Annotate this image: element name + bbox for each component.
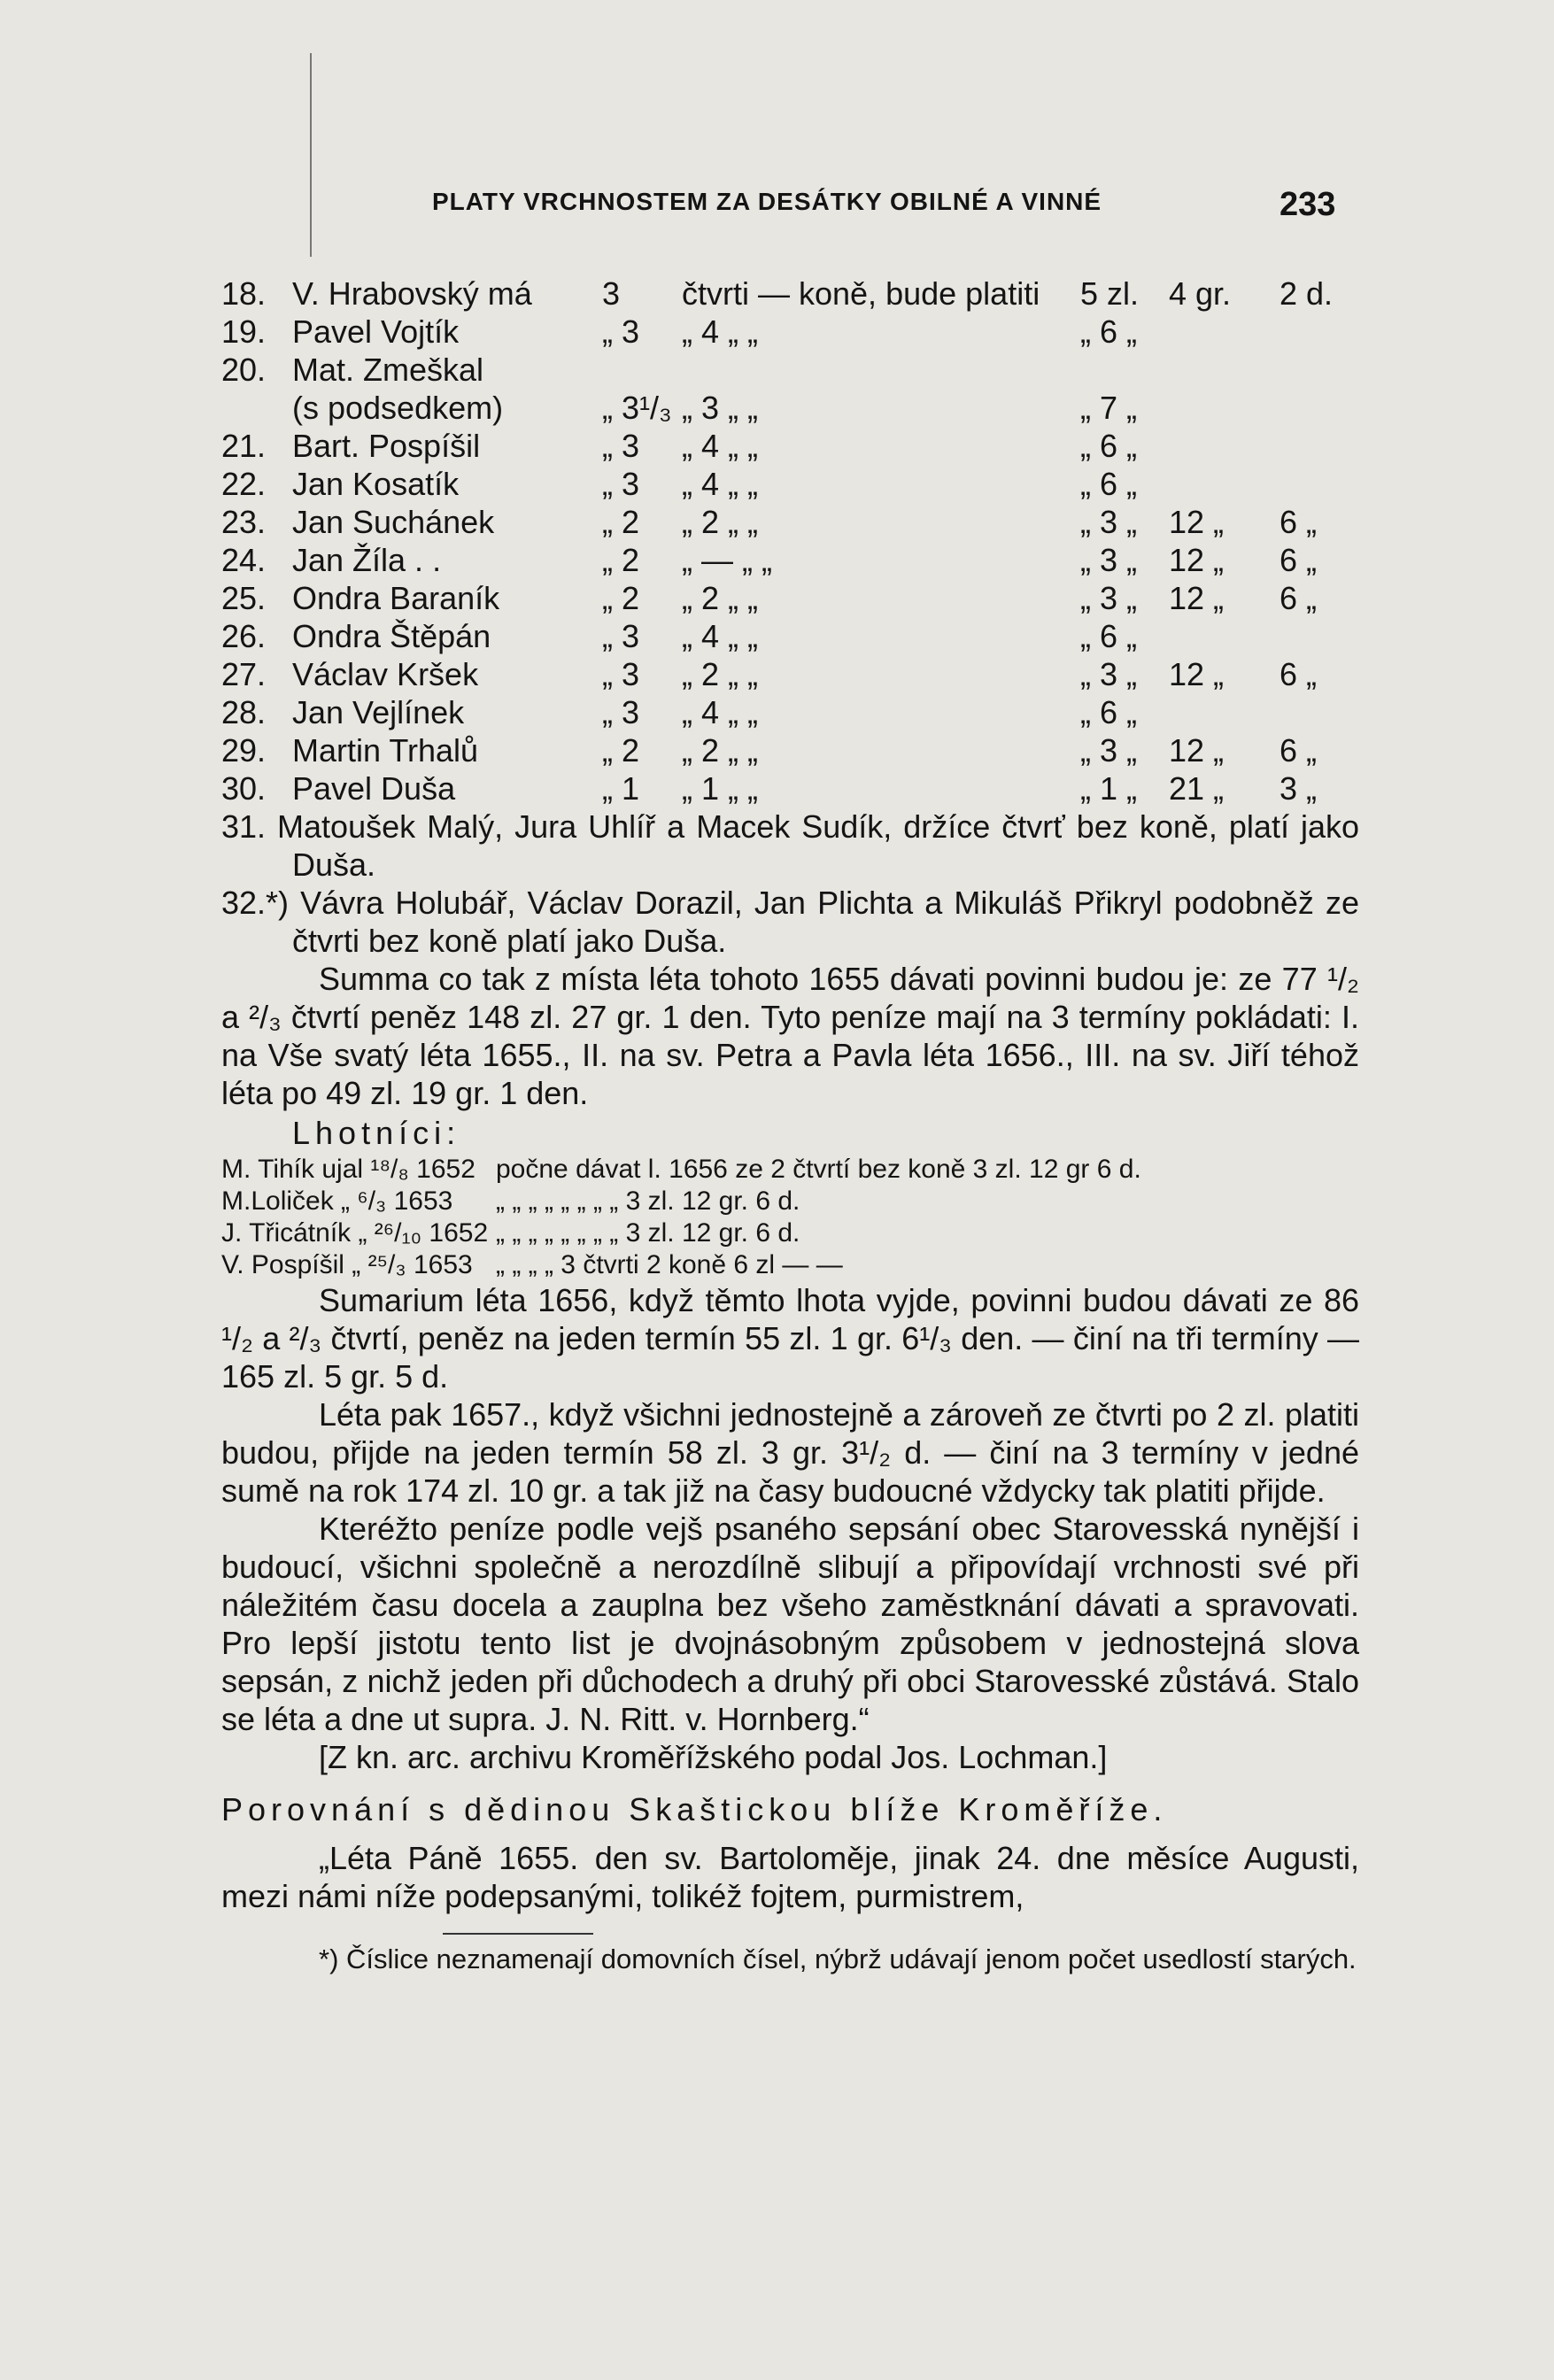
- lhotnik-name: M. Tihík ujal ¹⁸/₈ 1652: [221, 1155, 475, 1184]
- row-gr: 21 „: [1169, 770, 1225, 807]
- row-name: Ondra Baraník: [292, 580, 500, 616]
- list-row: [221, 427, 1359, 465]
- row-quarters: „ 1: [602, 770, 640, 807]
- lhotnik-terms: „ „ „ „ „ „ „ „ 3 zl. 12 gr. 6 d.: [496, 1218, 800, 1248]
- list-row: [221, 351, 1359, 389]
- list-row: [221, 313, 1359, 351]
- row-name: Pavel Duša: [292, 770, 456, 807]
- row-name: Pavel Vojtík: [292, 313, 460, 350]
- list-row: [221, 465, 1359, 503]
- margin-line: [310, 53, 312, 257]
- row-quarters: „ 3: [602, 313, 640, 350]
- paragraph-leta-pane: „Léta Páně 1655. den sv. Bartoloměje, jinak 24. dne měsíce Augusti, mezi námi níže podepsanými, tolikéž fojtem, purmistrem,: [221, 1840, 1359, 1914]
- row-horses: „ 4 „ „: [682, 694, 758, 730]
- row-zl: „ 3 „: [1080, 542, 1138, 578]
- paragraph-kterezto: Kteréžto peníze podle vejš psaného sepsání obec Starovesská nynější i budoucí, všichni společně a nerozdílně slibují a připovídají vrchnosti své při náležitém času docela a zauplna bez všeho zaměstknání dávati a spravovati. Pro lepší jistotu tento list je dvojnásobným způsobem v jednostejná slova sepsán, z nichž jeden při důchodech a druhý při obci Starovesské zůstává. Stalo se léta a dne ut supra. J. N. Ritt. v. Hornberg.“: [221, 1511, 1359, 1737]
- row-zl: „ 3 „: [1080, 580, 1138, 616]
- row-number: 24.: [221, 542, 267, 578]
- row-horses: „ 1 „ „: [682, 770, 758, 807]
- row-number: 26.: [221, 618, 267, 654]
- footnote-rule: [443, 1933, 593, 1935]
- row-gr: 12 „: [1169, 542, 1225, 578]
- item-32: 32.*) Vávra Holubář, Václav Dorazil, Jan Plichta a Mikuláš Přikryl podobněž ze čtvrti bez koně platí jako Duša.: [221, 885, 1359, 959]
- row-number: 29.: [221, 732, 267, 769]
- row-horses: „ — „ „: [682, 542, 772, 578]
- row-quarters: „ 3: [602, 656, 640, 692]
- row-zl: 5 zl.: [1080, 275, 1140, 312]
- row-horses: „ 3 „ „: [682, 390, 758, 426]
- row-number: 28.: [221, 694, 267, 730]
- row-d: 6 „: [1280, 504, 1318, 540]
- row-zl: „ 6 „: [1080, 428, 1138, 464]
- paragraph-sumarium: Sumarium léta 1656, když těmto lhota vyjde, povinni budou dávati ze 86 ¹/₂ a ²/₃ čtvrtí, peněz na jeden termín 55 zl. 1 gr. 6¹/₃ den. — činí na tři termíny — 165 zl. 5 gr. 5 d.: [221, 1282, 1359, 1395]
- lhotnik-row: [221, 1249, 1359, 1281]
- row-number: 25.: [221, 580, 267, 616]
- row-zl: „ 6 „: [1080, 466, 1138, 502]
- row-name: Mat. Zmeškal: [292, 352, 484, 388]
- row-quarters: „ 3: [602, 466, 640, 502]
- row-d: 6 „: [1280, 656, 1318, 692]
- row-name: Václav Kršek: [292, 656, 479, 692]
- page-number: 233: [1280, 186, 1336, 223]
- row-number: 23.: [221, 504, 267, 540]
- row-zl: „ 6 „: [1080, 694, 1138, 730]
- row-zl: „ 7 „: [1080, 390, 1138, 426]
- list-row: [221, 503, 1359, 541]
- lhotnik-name: V. Pospíšil „ ²⁵/₃ 1653: [221, 1250, 473, 1279]
- row-zl: „ 6 „: [1080, 313, 1138, 350]
- list-row: [221, 655, 1359, 693]
- lhotnik-terms: „ „ „ „ 3 čtvrti 2 koně 6 zl — —: [496, 1250, 843, 1279]
- paragraph-summa: Summa co tak z místa léta tohoto 1655 dávati povinni budou je: ze 77 ¹/₂ a ²/₃ čtvrtí peněz 148 zl. 27 gr. 1 den. Tyto peníze mají na 3 termíny pokládati: I. na Vše svatý léta 1655., II. na sv. Petra a Pavla léta 1656., III. na sv. Jiří téhož léta po 49 zl. 19 gr. 1 den.: [221, 961, 1359, 1111]
- row-number: 27.: [221, 656, 267, 692]
- row-name: Ondra Štěpán: [292, 618, 491, 654]
- running-head: PLATY VRCHNOSTEM ZA DESÁTKY OBILNÉ A VINNÉ: [432, 188, 1102, 215]
- row-quarters: „ 3: [602, 618, 640, 654]
- row-number: 22.: [221, 466, 267, 502]
- row-quarters: „ 3: [602, 428, 640, 464]
- list-row: [221, 389, 1359, 427]
- row-horses: „ 2 „ „: [682, 656, 758, 692]
- row-horses: „ 4 „ „: [682, 428, 758, 464]
- lhotnici-heading: Lhotníci:: [292, 1115, 461, 1151]
- row-quarters: 3: [602, 275, 621, 312]
- row-name: (s podsedkem): [292, 390, 504, 426]
- row-number: 20.: [221, 352, 267, 388]
- row-zl: „ 3 „: [1080, 504, 1138, 540]
- lhotnik-row: [221, 1154, 1359, 1186]
- section-heading: Porovnání s dědinou Skaštickou blíže Kroměříže.: [221, 1791, 1168, 1828]
- list-row: [221, 731, 1359, 769]
- row-horses: „ 2 „ „: [682, 580, 758, 616]
- row-zl: „ 3 „: [1080, 656, 1138, 692]
- row-name: Jan Žíla . .: [292, 542, 442, 578]
- source-note: [Z kn. arc. archivu Kroměřížského podal Jos. Lochman.]: [319, 1739, 1108, 1775]
- row-horses: čtvrti — koně, bude platiti: [682, 275, 1040, 312]
- list-row: [221, 579, 1359, 617]
- payment-list: [221, 274, 1359, 808]
- item-31: 31. Matoušek Malý, Jura Uhlíř a Macek Sudík, držíce čtvrť bez koně, platí jako Duša.: [221, 808, 1359, 883]
- row-horses: „ 4 „ „: [682, 618, 758, 654]
- lhotnik-terms: „ „ „ „ „ „ „ „ 3 zl. 12 gr. 6 d.: [496, 1186, 800, 1216]
- row-quarters: „ 3¹/₃: [602, 390, 672, 426]
- row-number: 18.: [221, 275, 267, 312]
- row-quarters: „ 2: [602, 580, 640, 616]
- lhotnik-name: M.Loliček „ ⁶/₃ 1653: [221, 1186, 453, 1216]
- row-gr: 12 „: [1169, 732, 1225, 769]
- row-name: V. Hrabovský má: [292, 275, 532, 312]
- row-d: 6 „: [1280, 580, 1318, 616]
- lhotnik-name: J. Třicátník „ ²⁶/₁₀ 1652: [221, 1218, 489, 1248]
- lhotnici-list: [221, 1154, 1359, 1281]
- row-zl: „ 6 „: [1080, 618, 1138, 654]
- row-zl: „ 1 „: [1080, 770, 1138, 807]
- page-content: [221, 274, 1359, 1976]
- list-row: [221, 769, 1359, 808]
- row-name: Bart. Pospíšil: [292, 428, 481, 464]
- row-name: Jan Suchánek: [292, 504, 495, 540]
- row-gr: 12 „: [1169, 656, 1225, 692]
- list-row: [221, 274, 1359, 313]
- row-quarters: „ 3: [602, 694, 640, 730]
- row-gr: 12 „: [1169, 504, 1225, 540]
- row-name: Martin Trhalů: [292, 732, 479, 769]
- lhotnik-row: [221, 1217, 1359, 1249]
- list-row: [221, 693, 1359, 731]
- row-d: 6 „: [1280, 732, 1318, 769]
- row-quarters: „ 2: [602, 504, 640, 540]
- row-quarters: „ 2: [602, 732, 640, 769]
- row-horses: „ 4 „ „: [682, 313, 758, 350]
- row-horses: „ 2 „ „: [682, 732, 758, 769]
- row-horses: „ 2 „ „: [682, 504, 758, 540]
- list-row: [221, 617, 1359, 655]
- row-gr: 12 „: [1169, 580, 1225, 616]
- list-row: [221, 541, 1359, 579]
- row-name: Jan Kosatík: [292, 466, 460, 502]
- row-gr: 4 gr.: [1169, 275, 1232, 312]
- row-quarters: „ 2: [602, 542, 640, 578]
- row-d: 2 d.: [1280, 275, 1334, 312]
- row-number: 21.: [221, 428, 267, 464]
- row-name: Jan Vejlínek: [292, 694, 465, 730]
- lhotnik-row: [221, 1186, 1359, 1217]
- row-zl: „ 3 „: [1080, 732, 1138, 769]
- row-number: 19.: [221, 313, 267, 350]
- row-d: 6 „: [1280, 542, 1318, 578]
- row-horses: „ 4 „ „: [682, 466, 758, 502]
- paragraph-leta: Léta pak 1657., když všichni jednostejně a zároveň ze čtvrti po 2 zl. platiti budou, přijde na jeden termín 58 zl. 3 gr. 3¹/₂ d. — činí na 3 termíny v jedné sumě na rok 174 zl. 10 gr. a tak již na časy budoucné vždycky tak platiti přijde.: [221, 1396, 1359, 1509]
- row-d: 3 „: [1280, 770, 1318, 807]
- row-number: 30.: [221, 770, 267, 807]
- lhotnik-terms: počne dávat l. 1656 ze 2 čtvrtí bez koně 3 zl. 12 gr 6 d.: [496, 1155, 1141, 1184]
- footnote: *) Číslice neznamenají domovních čísel, nýbrž udávají jenom počet usedlostí starých.: [319, 1943, 1357, 1974]
